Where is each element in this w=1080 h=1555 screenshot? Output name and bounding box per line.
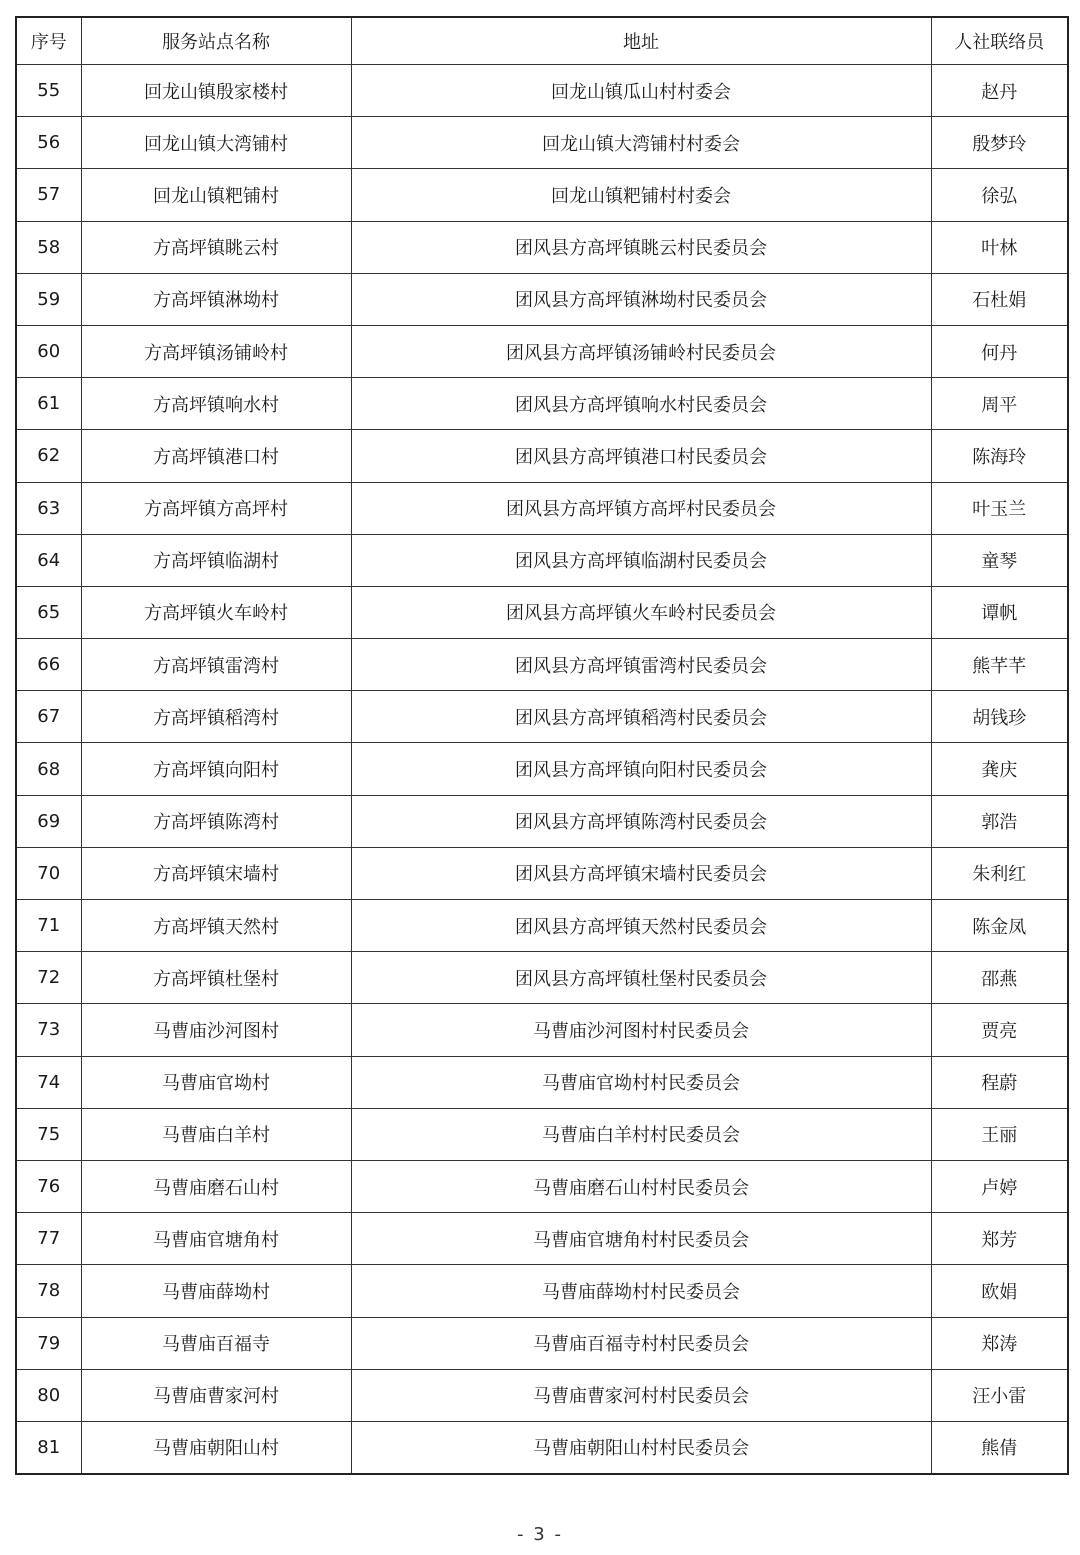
contact-person: 卢婷	[931, 1160, 1068, 1212]
station-name: 回龙山镇大湾铺村	[81, 117, 351, 169]
station-name: 马曹庙官坳村	[81, 1056, 351, 1108]
table-row	[16, 1213, 1068, 1265]
contact-person: 邵燕	[931, 952, 1068, 1004]
address: 团风县方高坪镇汤铺岭村民委员会	[351, 325, 931, 377]
contact-person: 陈海玲	[931, 430, 1068, 482]
station-name: 方高坪镇陈湾村	[81, 795, 351, 847]
station-name: 马曹庙薛坳村	[81, 1265, 351, 1317]
address: 团风县方高坪镇稻湾村民委员会	[351, 691, 931, 743]
address: 团风县方高坪镇杜堡村民委员会	[351, 952, 931, 1004]
row-index: 67	[16, 691, 81, 743]
table-row	[16, 743, 1068, 795]
address: 马曹庙官坳村村民委员会	[351, 1056, 931, 1108]
address: 回龙山镇瓜山村村委会	[351, 65, 931, 117]
row-index: 76	[16, 1160, 81, 1212]
address: 团风县方高坪镇天然村民委员会	[351, 900, 931, 952]
station-name: 马曹庙百福寺	[81, 1317, 351, 1369]
contact-person: 胡钱珍	[931, 691, 1068, 743]
header-index: 序号	[16, 17, 81, 65]
contact-person: 陈金凤	[931, 900, 1068, 952]
station-name: 方高坪镇宋墙村	[81, 847, 351, 899]
table-row	[16, 325, 1068, 377]
contact-person: 徐弘	[931, 169, 1068, 221]
address: 团风县方高坪镇响水村民委员会	[351, 378, 931, 430]
table-row	[16, 117, 1068, 169]
table-row	[16, 1265, 1068, 1317]
address: 团风县方高坪镇港口村民委员会	[351, 430, 931, 482]
address: 团风县方高坪镇向阳村民委员会	[351, 743, 931, 795]
address: 团风县方高坪镇陈湾村民委员会	[351, 795, 931, 847]
table-row	[16, 65, 1068, 117]
table-row	[16, 482, 1068, 534]
contact-person: 叶林	[931, 221, 1068, 273]
header-station-name: 服务站点名称	[81, 17, 351, 65]
contact-person: 贾亮	[931, 1004, 1068, 1056]
contact-person: 殷梦玲	[931, 117, 1068, 169]
station-name: 回龙山镇殷家楼村	[81, 65, 351, 117]
station-name: 回龙山镇粑铺村	[81, 169, 351, 221]
row-index: 70	[16, 847, 81, 899]
contact-person: 汪小雷	[931, 1369, 1068, 1421]
row-index: 69	[16, 795, 81, 847]
table-row	[16, 169, 1068, 221]
table-row	[16, 430, 1068, 482]
station-name: 马曹庙曹家河村	[81, 1369, 351, 1421]
address: 马曹庙沙河图村村民委员会	[351, 1004, 931, 1056]
address: 团风县方高坪镇宋墙村民委员会	[351, 847, 931, 899]
row-index: 77	[16, 1213, 81, 1265]
row-index: 72	[16, 952, 81, 1004]
row-index: 75	[16, 1108, 81, 1160]
contact-person: 朱利红	[931, 847, 1068, 899]
address: 马曹庙百福寺村村民委员会	[351, 1317, 931, 1369]
row-index: 73	[16, 1004, 81, 1056]
contact-person: 郑芳	[931, 1213, 1068, 1265]
table-row	[16, 1369, 1068, 1421]
row-index: 61	[16, 378, 81, 430]
address: 回龙山镇大湾铺村村委会	[351, 117, 931, 169]
table-row	[16, 534, 1068, 586]
address: 马曹庙磨石山村村民委员会	[351, 1160, 931, 1212]
header-contact-person: 人社联络员	[931, 17, 1068, 65]
station-name: 方高坪镇汤铺岭村	[81, 325, 351, 377]
table-row	[16, 586, 1068, 638]
station-name: 方高坪镇响水村	[81, 378, 351, 430]
address: 团风县方高坪镇临湖村民委员会	[351, 534, 931, 586]
table-row	[16, 1004, 1068, 1056]
row-index: 79	[16, 1317, 81, 1369]
contact-person: 谭帆	[931, 586, 1068, 638]
header-row	[16, 17, 1068, 65]
row-index: 74	[16, 1056, 81, 1108]
table-row	[16, 639, 1068, 691]
station-name: 方高坪镇杜堡村	[81, 952, 351, 1004]
contact-person: 赵丹	[931, 65, 1068, 117]
address: 团风县方高坪镇雷湾村民委员会	[351, 639, 931, 691]
table-body	[16, 65, 1068, 1475]
table-header	[16, 17, 1068, 65]
row-index: 71	[16, 900, 81, 952]
station-name: 方高坪镇天然村	[81, 900, 351, 952]
table-row	[16, 1056, 1068, 1108]
table-row	[16, 952, 1068, 1004]
address: 马曹庙白羊村村民委员会	[351, 1108, 931, 1160]
table-row	[16, 1160, 1068, 1212]
row-index: 64	[16, 534, 81, 586]
row-index: 65	[16, 586, 81, 638]
address: 团风县方高坪镇火车岭村民委员会	[351, 586, 931, 638]
address: 团风县方高坪镇眺云村民委员会	[351, 221, 931, 273]
station-name: 方高坪镇火车岭村	[81, 586, 351, 638]
address: 团风县方高坪镇淋坳村民委员会	[351, 273, 931, 325]
row-index: 56	[16, 117, 81, 169]
header-address: 地址	[351, 17, 931, 65]
row-index: 81	[16, 1421, 81, 1474]
row-index: 57	[16, 169, 81, 221]
table-row	[16, 900, 1068, 952]
contact-person: 童琴	[931, 534, 1068, 586]
station-name: 方高坪镇港口村	[81, 430, 351, 482]
station-name: 马曹庙朝阳山村	[81, 1421, 351, 1474]
row-index: 63	[16, 482, 81, 534]
table-row	[16, 221, 1068, 273]
station-name: 方高坪镇方高坪村	[81, 482, 351, 534]
contact-person: 何丹	[931, 325, 1068, 377]
contact-person: 周平	[931, 378, 1068, 430]
table-row	[16, 795, 1068, 847]
station-name: 马曹庙磨石山村	[81, 1160, 351, 1212]
table-row	[16, 273, 1068, 325]
contact-person: 程蔚	[931, 1056, 1068, 1108]
station-name: 方高坪镇临湖村	[81, 534, 351, 586]
row-index: 78	[16, 1265, 81, 1317]
row-index: 80	[16, 1369, 81, 1421]
contact-person: 叶玉兰	[931, 482, 1068, 534]
station-name: 方高坪镇雷湾村	[81, 639, 351, 691]
contact-person: 龚庆	[931, 743, 1068, 795]
page-number: - 3 -	[517, 1524, 563, 1545]
station-name: 方高坪镇淋坳村	[81, 273, 351, 325]
service-station-table	[15, 16, 1069, 1475]
table-row	[16, 691, 1068, 743]
station-name: 方高坪镇稻湾村	[81, 691, 351, 743]
contact-person: 熊芊芊	[931, 639, 1068, 691]
address: 马曹庙薛坳村村民委员会	[351, 1265, 931, 1317]
row-index: 62	[16, 430, 81, 482]
address: 回龙山镇粑铺村村委会	[351, 169, 931, 221]
address: 马曹庙朝阳山村村民委员会	[351, 1421, 931, 1474]
table-row	[16, 1421, 1068, 1474]
row-index: 58	[16, 221, 81, 273]
row-index: 55	[16, 65, 81, 117]
table-row	[16, 847, 1068, 899]
row-index: 59	[16, 273, 81, 325]
table-row	[16, 378, 1068, 430]
address: 团风县方高坪镇方高坪村民委员会	[351, 482, 931, 534]
contact-person: 欧娟	[931, 1265, 1068, 1317]
table-row	[16, 1108, 1068, 1160]
contact-person: 石杜娟	[931, 273, 1068, 325]
row-index: 66	[16, 639, 81, 691]
contact-person: 郑涛	[931, 1317, 1068, 1369]
station-name: 马曹庙沙河图村	[81, 1004, 351, 1056]
address: 马曹庙官塘角村村民委员会	[351, 1213, 931, 1265]
table-row	[16, 1317, 1068, 1369]
station-name: 马曹庙官塘角村	[81, 1213, 351, 1265]
contact-person: 王丽	[931, 1108, 1068, 1160]
station-name: 方高坪镇向阳村	[81, 743, 351, 795]
station-name: 马曹庙白羊村	[81, 1108, 351, 1160]
contact-person: 郭浩	[931, 795, 1068, 847]
row-index: 68	[16, 743, 81, 795]
row-index: 60	[16, 325, 81, 377]
station-name: 方高坪镇眺云村	[81, 221, 351, 273]
contact-person: 熊倩	[931, 1421, 1068, 1474]
address: 马曹庙曹家河村村民委员会	[351, 1369, 931, 1421]
